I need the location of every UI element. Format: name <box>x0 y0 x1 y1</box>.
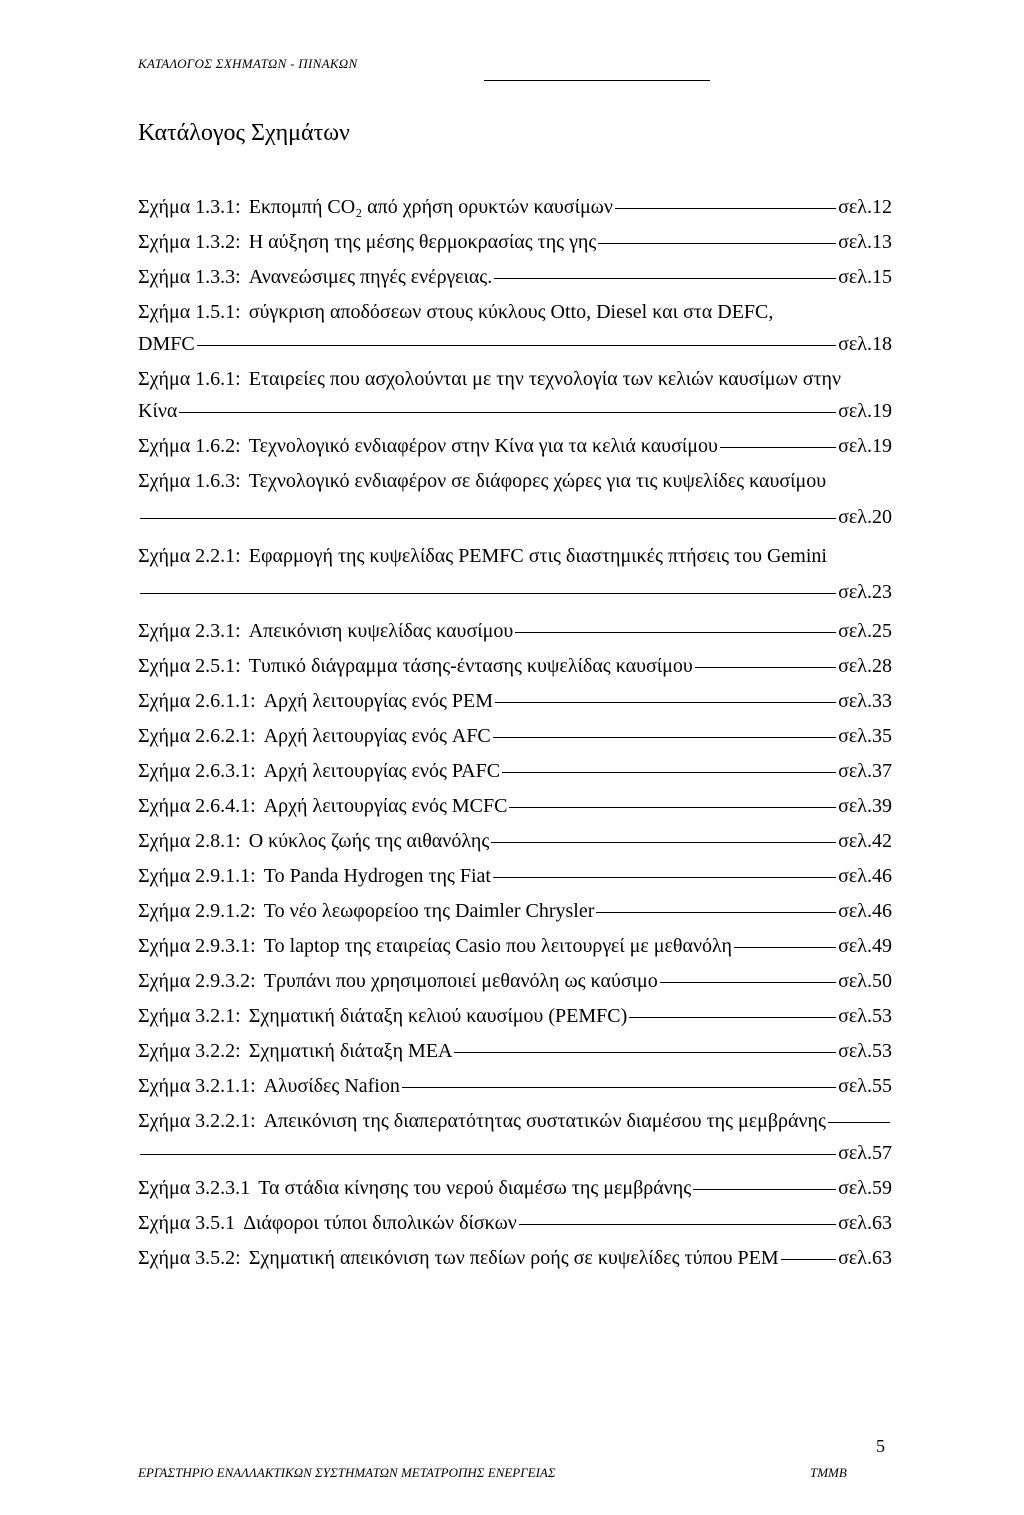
figure-entry <box>138 1105 892 1169</box>
figure-label <box>138 895 594 927</box>
figure-entry <box>138 540 892 612</box>
figure-entry <box>138 650 892 682</box>
figure-number: Σχήμα 3.2.1.1: <box>138 1075 256 1097</box>
figure-caption: Αρχή λειτουργίας ενός PEM <box>263 690 493 712</box>
figure-caption: Αρχή λειτουργίας ενός MCFC <box>263 795 508 817</box>
figure-number: Σχήμα 2.6.2.1: <box>138 725 256 747</box>
figure-number: Σχήμα 3.2.2: <box>138 1040 241 1062</box>
figure-entry <box>138 465 892 537</box>
leader-line <box>179 412 836 413</box>
figure-entry <box>138 191 892 223</box>
figure-caption: Τεχνολογικό ενδιαφέρον στην Κίνα για τα κελιά καυσίμου <box>248 435 718 457</box>
figure-number: Σχήμα 3.2.1: <box>138 1005 241 1027</box>
footer-lab-name: ΕΡΓΑΣΤΗΡΙΟ ΕΝΑΛΛΑΚΤΙΚΩΝ ΣΥΣΤΗΜΑΤΩΝ ΜΕΤΑΤΡΟΠΗΣ ΕΝΕΡΓΕΙΑΣ <box>138 1465 556 1480</box>
leader-line <box>734 947 836 948</box>
page-number: 5 <box>876 1436 885 1456</box>
leader-line <box>515 632 836 633</box>
leader-line <box>596 912 836 913</box>
figure-label <box>138 930 732 962</box>
figure-label <box>138 755 500 787</box>
figure-caption: Το Panda Hydrogen της Fiat <box>263 865 491 887</box>
figure-caption: Εταιρείες που ασχολούνται με την τεχνολογία των κελιών καυσίμων στην <box>248 368 842 390</box>
figure-number: Σχήμα 1.6.3: <box>138 470 241 492</box>
figure-label <box>138 1035 452 1067</box>
footer-department: ΤΜΜΒ <box>810 1465 847 1480</box>
figure-label <box>138 685 493 717</box>
leader-line <box>502 772 836 773</box>
page-ref: σελ.49 <box>838 935 892 957</box>
leader-line <box>454 1052 836 1053</box>
figure-number: Σχήμα 1.3.1: <box>138 196 241 218</box>
leader-line <box>629 1017 836 1018</box>
figure-entry <box>138 1242 892 1274</box>
figure-label <box>138 296 773 328</box>
figure-entry <box>138 720 892 752</box>
figure-number: Σχήμα 3.5.1 <box>138 1212 236 1234</box>
figure-number: Σχήμα 2.2.1: <box>138 545 241 567</box>
leader-line <box>693 1189 836 1190</box>
figure-caption: Σχηματική διάταξη κελιού καυσίμου (PEMFC) <box>248 1005 628 1027</box>
figure-number: Σχήμα 1.6.1: <box>138 368 241 390</box>
running-header: ΚΑΤΑΛΟΓΟΣ ΣΧΗΜΑΤΩΝ - ΠΙΝΑΚΩΝ <box>138 56 358 71</box>
figure-number: Σχήμα 2.6.4.1: <box>138 795 256 817</box>
figure-caption: Το νέο λεωφορείοο της Daimler Chrysler <box>263 900 595 922</box>
figure-number: Σχήμα 3.2.2.1: <box>138 1110 256 1132</box>
figure-entry <box>138 1035 892 1067</box>
figure-entry <box>138 430 892 462</box>
figure-number: Σχήμα 1.6.2: <box>138 435 241 457</box>
page-ref: σελ.50 <box>838 970 892 992</box>
figure-entry <box>138 930 892 962</box>
leader-line <box>494 278 836 279</box>
page-ref: σελ.63 <box>838 1247 892 1269</box>
figure-number: Σχήμα 2.9.1.2: <box>138 900 256 922</box>
page-ref: σελ.59 <box>838 1177 892 1199</box>
page-ref: σελ.57 <box>838 1142 892 1164</box>
figure-caption: Αλυσίδες Nafion <box>263 1075 400 1097</box>
figure-label <box>138 1105 826 1137</box>
figure-entry <box>138 895 892 927</box>
leader-line <box>495 702 836 703</box>
figure-label <box>138 1207 517 1239</box>
figure-caption: Εφαρμογή της κυψελίδας PEMFC στις διαστημικές πτήσεις του Gemini <box>248 545 827 567</box>
leader-line <box>402 1087 836 1088</box>
figure-label <box>138 465 826 497</box>
leader-line <box>197 345 836 346</box>
figure-number: Σχήμα 2.9.3.2: <box>138 970 256 992</box>
figure-caption: σύγκριση αποδόσεων στους κύκλους Otto, Diesel και στα DEFC, <box>248 301 774 323</box>
page-ref: σελ.15 <box>838 266 892 288</box>
figure-label <box>138 650 693 682</box>
figure-caption: Τυπικό διάγραμμα τάσης-έντασης κυψελίδας καυσίμου <box>248 655 693 677</box>
figure-caption: Αρχή λειτουργίας ενός PAFC <box>263 760 501 782</box>
page-ref: σελ.53 <box>838 1040 892 1062</box>
figure-entry <box>138 363 892 427</box>
leader-line <box>493 737 836 738</box>
figure-label <box>138 226 596 258</box>
leader-line <box>828 1122 890 1123</box>
figure-label <box>138 261 492 293</box>
page-ref: σελ.23 <box>838 581 892 603</box>
leader-line <box>140 593 836 594</box>
figure-label <box>138 860 491 892</box>
figure-label <box>138 790 507 822</box>
page-ref: σελ.13 <box>838 231 892 253</box>
figure-label <box>138 363 841 395</box>
figure-entry <box>138 1000 892 1032</box>
page-ref: σελ.35 <box>838 725 892 747</box>
leader-line <box>720 447 836 448</box>
leader-line <box>660 982 836 983</box>
figure-number: Σχήμα 2.9.3.1: <box>138 935 256 957</box>
figure-label <box>138 965 658 997</box>
leader-line <box>598 243 836 244</box>
figure-number: Σχήμα 2.9.1.1: <box>138 865 256 887</box>
leader-line <box>493 877 836 878</box>
figure-label <box>138 1242 779 1274</box>
figure-entry <box>138 825 892 857</box>
figure-number: Σχήμα 1.3.2: <box>138 231 241 253</box>
figure-label <box>138 1000 627 1032</box>
page-ref: σελ.18 <box>838 333 892 355</box>
figure-caption: Ο κύκλος ζωής της αιθανόλης <box>248 830 490 852</box>
figure-entry <box>138 1172 892 1204</box>
figure-number: Σχήμα 1.5.1: <box>138 301 241 323</box>
figure-label <box>138 191 613 223</box>
page-ref: σελ.37 <box>838 760 892 782</box>
header-rule <box>484 80 710 81</box>
figure-number: Σχήμα 3.5.2: <box>138 1247 241 1269</box>
figure-label <box>138 1172 691 1204</box>
figure-number: Σχήμα 2.5.1: <box>138 655 241 677</box>
figure-caption-continued: Κίνα <box>138 400 178 422</box>
leader-line <box>519 1224 836 1225</box>
figure-entry <box>138 685 892 717</box>
page-ref: σελ.39 <box>838 795 892 817</box>
page-ref: σελ.28 <box>838 655 892 677</box>
page-ref: σελ.46 <box>838 900 892 922</box>
figure-caption: Εκπομπή CO₂ από χρήση ορυκτών καυσίμων <box>248 196 613 218</box>
figure-number: Σχήμα 3.2.3.1 <box>138 1177 251 1199</box>
figure-number: Σχήμα 2.3.1: <box>138 620 241 642</box>
figure-number: Σχήμα 1.3.3: <box>138 266 241 288</box>
figure-caption: Απεικόνιση κυψελίδας καυσίμου <box>248 620 514 642</box>
leader-line <box>140 518 836 519</box>
figure-caption: Διάφοροι τύποι διπολικών δίσκων <box>243 1212 517 1234</box>
figure-caption: Η αύξηση της μέσης θερμοκρασίας της γης <box>248 231 597 253</box>
figure-entry <box>138 1070 892 1102</box>
leader-line <box>140 1154 836 1155</box>
figure-number: Σχήμα 2.6.3.1: <box>138 760 256 782</box>
figure-caption: Ανανεώσιμες πηγές ενέργειας. <box>248 266 493 288</box>
leader-line <box>509 807 836 808</box>
leader-line <box>781 1259 837 1260</box>
figure-caption: Σχηματική διάταξη ΜΕΑ <box>248 1040 453 1062</box>
figure-label <box>138 430 718 462</box>
figure-entry <box>138 226 892 258</box>
leader-line <box>695 667 836 668</box>
page-ref: σελ.55 <box>838 1075 892 1097</box>
figure-label <box>138 615 513 647</box>
figure-caption: Τεχνολογικό ενδιαφέρον σε διάφορες χώρες για τις κυψελίδες καυσίμου <box>248 470 827 492</box>
figure-entry <box>138 965 892 997</box>
page-ref: σελ.42 <box>838 830 892 852</box>
page-ref: σελ.25 <box>838 620 892 642</box>
leader-line <box>615 208 836 209</box>
page-ref: σελ.19 <box>838 435 892 457</box>
page-ref: σελ.12 <box>838 196 892 218</box>
figure-label <box>138 1070 400 1102</box>
page-ref: σελ.46 <box>838 865 892 887</box>
figure-entry <box>138 261 892 293</box>
page-ref: σελ.20 <box>838 506 892 528</box>
page-title: Κατάλογος Σχημάτων <box>138 120 350 146</box>
page-ref: σελ.63 <box>838 1212 892 1234</box>
figure-entry <box>138 1207 892 1239</box>
page-ref: σελ.53 <box>838 1005 892 1027</box>
figure-number: Σχήμα 2.8.1: <box>138 830 241 852</box>
figure-label <box>138 825 489 857</box>
figure-entry <box>138 615 892 647</box>
figure-caption: Απεικόνιση της διαπερατότητας συστατικών διαμέσου της μεμβράνης <box>263 1110 826 1132</box>
figure-label <box>138 540 827 572</box>
figure-caption: Τρυπάνι που χρησιμοποιεί μεθανόλη ως καύσιμο <box>263 970 658 992</box>
figure-entry <box>138 860 892 892</box>
figure-caption: Το laptop της εταιρείας Casio που λειτουργεί με μεθανόλη <box>263 935 732 957</box>
page-ref: σελ.19 <box>838 400 892 422</box>
figure-entry <box>138 790 892 822</box>
figure-label <box>138 720 491 752</box>
figure-caption: Αρχή λειτουργίας ενός AFC <box>263 725 491 747</box>
figure-list <box>138 191 892 1277</box>
figure-entry <box>138 296 892 360</box>
figure-caption: Τα στάδια κίνησης του νερού διαμέσω της μεμβράνης <box>258 1177 692 1199</box>
figure-caption: Σχηματική απεικόνιση των πεδίων ροής σε κυψελίδες τύπου PEM <box>248 1247 779 1269</box>
page-ref: σελ.33 <box>838 690 892 712</box>
figure-number: Σχήμα 2.6.1.1: <box>138 690 256 712</box>
figure-entry <box>138 755 892 787</box>
figure-caption-continued: DMFC <box>138 333 195 355</box>
leader-line <box>491 842 836 843</box>
